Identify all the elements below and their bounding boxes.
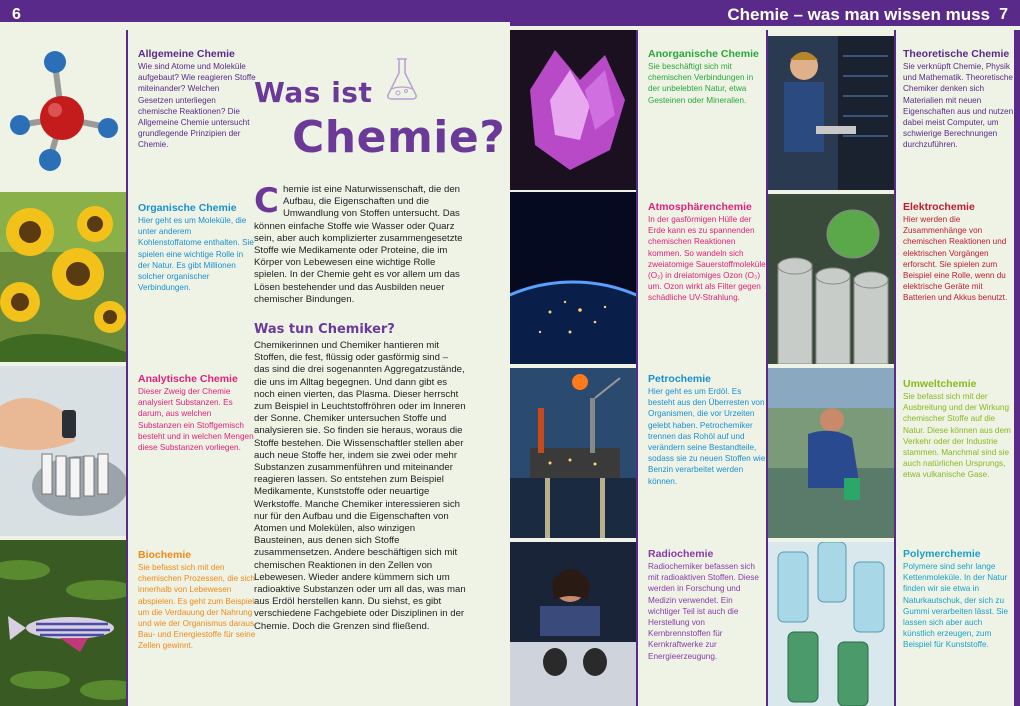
sidebar-title: Theoretische Chemie <box>903 48 1010 60</box>
left-column-divider <box>126 30 128 706</box>
sidebar-text: Dieser Zweig der Chemie analysiert Substanzen. Es darum, aus welchen Substanzen ein Stoffgemisch besteht und in welchen Mengen diese Substanzen vorliegen. <box>138 387 254 453</box>
intro-paragraph <box>254 181 466 306</box>
sidebar-text: Sie befasst sich mit der Ausbreitung und der Wirkung chemischer Stoffe auf die Natur. Diese können aus dem Verkehr oder der Industrie stammen. Manchmal sind sie auch natürlichen Ursprungs, etwa vulkanische Gase. <box>903 392 1011 480</box>
right-edge-bar <box>1014 30 1020 706</box>
left-sidebar <box>138 48 258 688</box>
sidebar-text: Radiochemiker befassen sich mit radioaktiven Stoffen. Diese werden in Forschung und Medizin verwendet. Ein wichtiger Teil ist auch die Herstellung von Kernbrennstoffen für Kernkraftwerke zur Energieerzeugung. <box>648 562 759 661</box>
oil-platform-image <box>510 368 636 538</box>
sidebar-block-allgemeine <box>138 48 256 151</box>
sidebar-block-polymerchemie <box>903 548 1015 651</box>
sidebar-text: Polymere sind sehr lange Kettenmoleküle. In der Natur finden wir sie etwa in Naturkautschuk, der sich zu Gummi verarbeiten lässt. Sie lassen sich aber auch künstlich erzeugen, zum Beispiel für Kunststoffe. <box>903 562 1009 650</box>
sidebar-text: Hier werden die Zusammenhänge von chemischen Reaktionen und elektrischen Vorgängen erforscht. Sie spielen zum Beispiel eine Rolle, wenn du elektrische Geräte mit Batterien und Akkus benutzt. <box>903 215 1008 303</box>
earth-at-night-image <box>510 192 636 364</box>
sidebar-text: Wie sind Atome und Moleküle aufgebaut? Wie reagieren Stoffe miteinander? Welchen Gesetzen unterliegen chemische Reaktionen? Die Allgemeine Chemie untersucht grundlegende Prinzipien der Chemie. <box>138 62 256 150</box>
page-title-line2: Chemie? <box>292 112 506 163</box>
page-title-line1: Was ist <box>254 76 373 109</box>
sidebar-title: Petrochemie <box>648 373 712 385</box>
sidebar-block-theoretische <box>903 48 1015 151</box>
sidebar-title: Umweltchemie <box>903 378 977 390</box>
sidebar-block-elektrochemie <box>903 201 1015 304</box>
batteries-image <box>768 194 894 364</box>
sidebar-title: Polymerchemie <box>903 548 981 560</box>
sidebar-title: Allgemeine Chemie <box>138 48 235 60</box>
molecule-image <box>0 30 126 190</box>
amethyst-image <box>510 30 636 190</box>
sidebar-text: Sie verknüpft Chemie, Physik und Mathematik. Theoretische Chemiker denken sich Materialien mit neuen Eigenschaften aus und nutzen dabei meist Computer, um schwierige Berechnungen durchzuführen. <box>903 62 1014 150</box>
right-column-divider-c <box>894 30 896 706</box>
water-sample-image <box>768 368 894 538</box>
plastic-bottles-image <box>768 542 894 706</box>
right-page <box>510 0 1020 706</box>
zebrafish-image <box>0 540 126 706</box>
sidebar-block-anorganische <box>648 48 766 106</box>
subheading: Was tun Chemiker? <box>254 322 395 337</box>
intro-text: hemie ist eine Naturwissenschaft, die den Aufbau, die Eigenschaften und die Umwandlung von Stoffen untersucht. Das können einfache Stoffe wie Wasser oder Quarz sein, aber auch komplizierter zusammengesetzte Stoffe wie Medikamente oder Proteine, die im Körper von Lebewesen eine wichtige Rolle spielen. In der Chemie geht es vor allem um das Lösen bestehender und das Ausbilden neuer chemischer Bindungen. <box>254 184 463 305</box>
sidebar-title: Anorganische Chemie <box>648 48 759 60</box>
sidebar-block-radiochemie <box>648 548 766 662</box>
right-column-divider-a <box>636 30 638 706</box>
sidebar-block-atmosphaere <box>648 201 766 304</box>
left-page-number: 6 <box>12 6 21 23</box>
sidebar-block-analytische <box>138 373 256 453</box>
sidebar-title: Analytische Chemie <box>138 373 238 385</box>
dropcap: C <box>254 181 279 221</box>
sunflower-image <box>0 192 126 362</box>
sidebar-text: Hier geht es um Erdöl. Es besteht aus den Überresten von Organismen, die vor Urzeiten gelebt haben. Petrochemiker trennen das Rohöl auf und verändern seine Bestandteile, sodass sie zu neuen Stoffen wie Benzin verarbeitet werden können. <box>648 387 766 486</box>
sidebar-block-biochemie <box>138 549 256 652</box>
sidebar-title: Biochemie <box>138 549 192 561</box>
server-room-image <box>768 36 894 190</box>
running-title: Chemie – was man wissen muss <box>727 5 990 24</box>
sidebar-block-umweltchemie <box>903 378 1015 481</box>
sidebar-title: Radiochemie <box>648 548 714 560</box>
left-photo-column <box>0 30 126 706</box>
right-sidebar-b <box>903 48 1020 688</box>
sidebar-text: Sie befasst sich mit den chemischen Prozessen, die sich innerhalb von Lebewesen abspielen. Es geht zum Beispiel um die Verdauung der Nahrung und wie der Organismus daraus Bau- und Energiestoffe für seine Zellen gewinnt. <box>138 563 256 651</box>
sidebar-block-organische <box>138 202 256 293</box>
lab-vials-image <box>0 366 126 536</box>
right-sidebar-a <box>648 48 768 688</box>
right-page-number: 7 <box>999 6 1008 23</box>
scientist-glovebox-image <box>510 542 636 706</box>
sidebar-title: Atmosphärenchemie <box>648 201 752 213</box>
sidebar-title: Organische Chemie <box>138 202 237 214</box>
sidebar-block-petrochemie <box>648 373 766 487</box>
sidebar-text: Hier geht es um Moleküle, die unter anderem Kohlenstoffatome enthalten. Sie spielen eine wichtige Rolle in der Natur. Es gibt Millionen solcher organischer Verbindungen. <box>138 216 254 293</box>
right-photo-column-a <box>510 30 636 706</box>
flask-icon <box>384 55 420 101</box>
body-paragraph: Chemikerinnen und Chemiker hantieren mit Stoffen, die fest, flüssig oder gasförmig sind – das sind die drei sogenannten Aggregatzustände, die uns im Alltag begegnen. Und dann gibt es noch einen vierten, das Plasma. Dieser herrscht zum Beispiel in Leuchtstoffröhren oder im Inneren der Sonne. Chemiker untersuchen Stoffe und analysieren sie. So finden sie heraus, woraus die Stoffe bestehen. Die Wissenschaftler stellen aber auch neue Stoffe her, indem sie zwei oder mehr Substanzen zusammenführen und miteinander reagieren lassen. So entstehen zum Beispiel Medikamente, Kunststoffe oder neuartige Werkstoffe. Manche Chemiker interessieren sich nur für den Aufbau und die Eigenschaften von Atomen und Molekülen, also winzigen Bausteinen, aus denen sich Stoffe zusammensetzen. Andere beschäftigen sich mit chemischen Reaktionen in den Zellen von Lebewesen. Wieder andere kümmern sich um radioaktive Substanzen oder um all das, was man aus Erdöl herstellen kann. Du siehst, es gibt verschiedene Fachgebiete oder Disziplinen in der Chemie. Doch die Grenzen sind fließend. <box>254 340 466 632</box>
sidebar-text: In der gasförmigen Hülle der Erde kann es zu spannenden chemischen Reaktionen kommen. So wandeln sich zweiatomige Sauerstoffmoleküle (O₂) in dreiatomiges Ozon (O₃) um. Ozon wirkt als Filter gegen schädliche UV-Strahlung. <box>648 215 766 303</box>
right-photo-column-b <box>768 36 894 706</box>
sidebar-title: Elektrochemie <box>903 201 975 213</box>
sidebar-text: Sie beschäftigt sich mit chemischen Verbindungen in der unbelebten Natur, etwa Gesteinen oder Mineralien. <box>648 62 754 105</box>
